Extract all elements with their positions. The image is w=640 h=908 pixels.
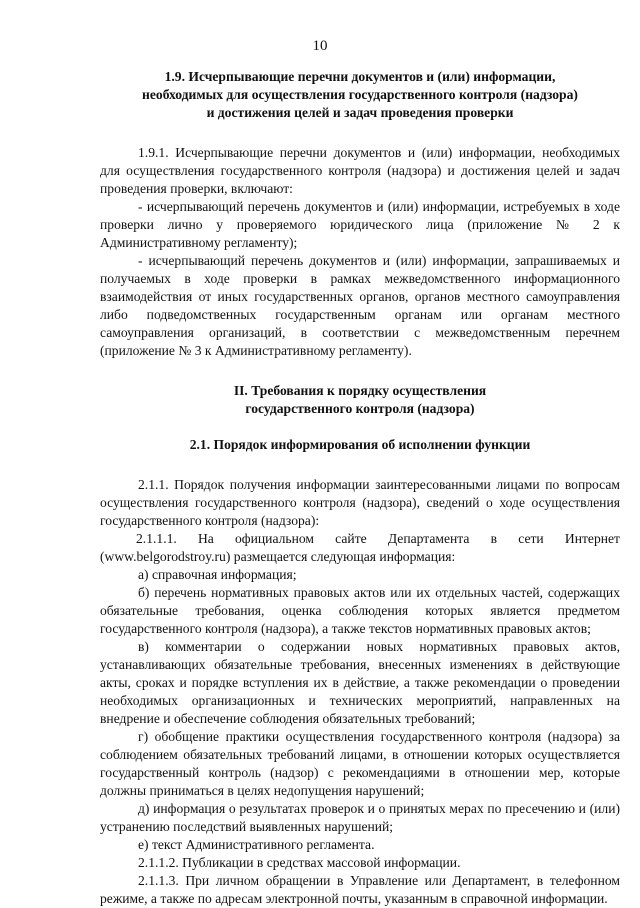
heading-line: государственного контроля (надзора) <box>245 401 475 416</box>
heading-line: необходимых для осуществления государственного контроля (надзора) <box>142 87 578 102</box>
section-1-9-heading <box>100 68 620 122</box>
section-2-1-heading: 2.1. Порядок информирования об исполнении функции <box>189 437 531 452</box>
paragraph-2-1-1-3: 2.1.1.3. При личном обращении в Управление или Департамент, в телефонном режиме, а также по адресам электронной почты, указанным в справочной информации. <box>100 873 620 906</box>
list-item-a: а) справочная информация; <box>138 567 297 582</box>
paragraph-2-1-1-2: 2.1.1.2. Публикации в средствах массовой информации. <box>138 855 461 870</box>
list-item-v: в) комментарии о содержании новых нормативных правовых актов, устанавливающих обязательные требования, внесенных изменениях в действующие акты, сроках и порядке вступления их в действие, а также рекомендации о проведении необходимых организационных и технических мероприятий, направленных на внедрение и обеспечение соблюдения обязательных требований; <box>100 639 620 726</box>
paragraph-2-1-1: 2.1.1. Порядок получения информации заинтересованными лицами по вопросам осуществления государственного контроля (надзора), сведений о ходе осуществления государственного контроля (надзора): <box>100 477 620 528</box>
paragraph-2-1-1-1: 2.1.1.1. На официальном сайте Департамента в сети Интернет (www.belgorodstroy.ru) размещается следующая информация: <box>100 531 620 564</box>
page-number: 10 <box>312 38 328 54</box>
list-item-d: д) информация о результатах проверок и о принятых мерах по пресечению и (или) устранению последствий выявленных нарушений; <box>100 801 620 834</box>
list-item-documents-from-entity: - исчерпывающий перечень документов и (или) информации, истребуемых в ходе проверки лично у проверяемого юридического лица (приложение № 2 к Административному регламенту); <box>100 199 620 250</box>
list-item-documents-interagency: - исчерпывающий перечень документов и (или) информации, запрашиваемых и получаемых в ходе проверки в рамках межведомственного информационного взаимодействия от иных государственных органов, органов местного самоуправления либо подведомственных государственным органам или органам местного самоуправления организаций, в соответствии с межведомственным перечнем (приложение № 3 к Административному регламенту). <box>100 253 620 358</box>
heading-line: 1.9. Исчерпывающие перечни документов и (или) информации, <box>164 69 556 84</box>
paragraph-1-9-1: 1.9.1. Исчерпывающие перечни документов и (или) информации, необходимых для осуществления государственного контроля (надзора) и достижения целей и задач проведения проверки, включают: <box>100 145 620 196</box>
list-item-g: г) обобщение практики осуществления государственного контроля (надзора) за соблюдением обязательных требований лицами, в отношении которых осуществляется государственный контроль (надзор) с рекомендациями в отношении мер, которые должны приниматься в целях недопущения нарушений; <box>100 729 620 798</box>
list-item-e: е) текст Административного регламента. <box>138 837 375 852</box>
list-item-b: б) перечень нормативных правовых актов или их отдельных частей, содержащих обязательные требования, оценка соблюдения которых является предметом государственного контроля (надзора), а также текстов нормативных правовых актов; <box>100 585 620 636</box>
heading-line: II. Требования к порядку осуществления <box>233 383 487 398</box>
heading-line: и достижения целей и задач проведения проверки <box>206 105 514 120</box>
section-2-heading <box>100 382 620 418</box>
document-body <box>100 68 620 908</box>
